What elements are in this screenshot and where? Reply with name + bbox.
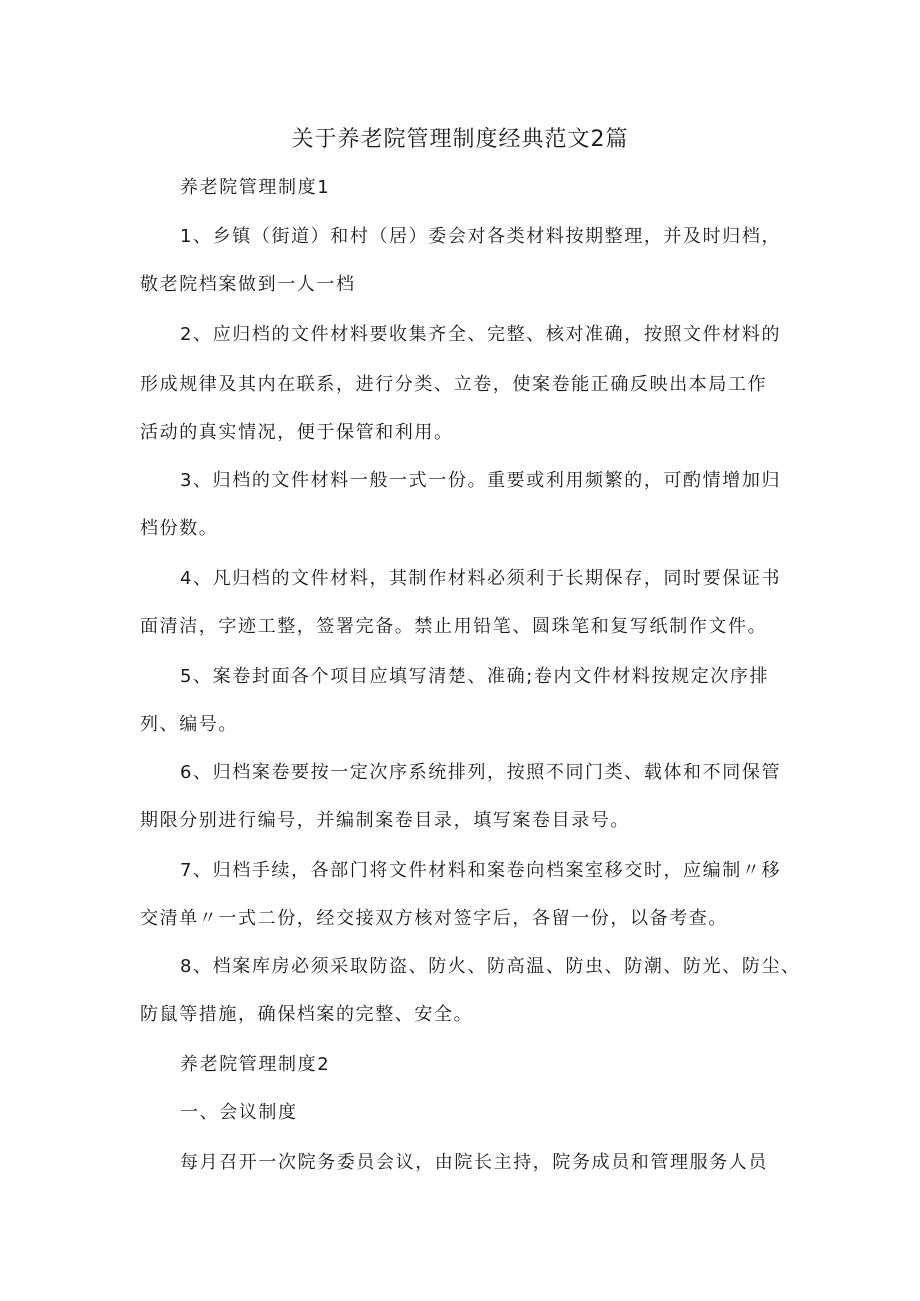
paragraph-2-line-1: 2、应归档的文件材料要收集齐全、完整、核对准确，按照文件材料的 xyxy=(180,324,782,345)
paragraph-1-line-1: 1、乡镇（街道）和村（居）委会对各类材料按期整理，并及时归档， xyxy=(180,226,782,247)
paragraph-4-line-1: 4、凡归档的文件材料，其制作材料必须利于长期保存，同时要保证书 xyxy=(180,568,782,589)
paragraph-8-line-2: 防鼠等措施，确保档案的完整、安全。 xyxy=(140,1004,474,1025)
paragraph-8-line-1: 8、档案库房必须采取防盗、防火、防高温、防虫、防潮、防光、防尘、 xyxy=(180,956,801,977)
paragraph-5-line-1: 5、案卷封面各个项目应填写清楚、准确;卷内文件材料按规定次序排 xyxy=(180,666,770,687)
paragraph-1-line-2: 敬老院档案做到一人一档 xyxy=(140,274,356,295)
paragraph-9-line-1: 每月召开一次院务委员会议，由院长主持，院务成员和管理服务人员 xyxy=(180,1152,768,1173)
section-heading-1: 养老院管理制度1 xyxy=(180,177,331,198)
paragraph-7-line-1: 7、归档手续，各部门将文件材料和案卷向档案室移交时，应编制〃移 xyxy=(180,860,782,881)
paragraph-2-line-2: 形成规律及其内在联系，进行分类、立卷，使案卷能正确反映出本局工作 xyxy=(140,374,768,395)
section-heading-2: 养老院管理制度2 xyxy=(180,1054,331,1075)
paragraph-4-line-2: 面清洁，字迹工整，签署完备。禁止用铅笔、圆珠笔和复写纸制作文件。 xyxy=(140,616,768,637)
document-title: 关于养老院管理制度经典范文2篇 xyxy=(291,127,629,152)
paragraph-3-line-1: 3、归档的文件材料一般一式一份。重要或利用频繁的，可酌情增加归 xyxy=(180,470,782,491)
paragraph-2-line-3: 活动的真实情况，便于保管和利用。 xyxy=(140,422,454,443)
paragraph-5-line-2: 列、编号。 xyxy=(140,714,238,735)
paragraph-7-line-2: 交清单〃一式二份，经交接双方核对签字后，各留一份，以备考查。 xyxy=(140,908,728,929)
paragraph-6-line-1: 6、归档案卷要按一定次序系统排列，按照不同门类、载体和不同保管 xyxy=(180,762,782,783)
paragraph-6-line-2: 期限分别进行编号，并编制案卷目录，填写案卷目录号。 xyxy=(140,810,630,831)
subsection-heading-meeting: 一、会议制度 xyxy=(180,1102,298,1123)
paragraph-3-line-2: 档份数。 xyxy=(140,518,219,539)
